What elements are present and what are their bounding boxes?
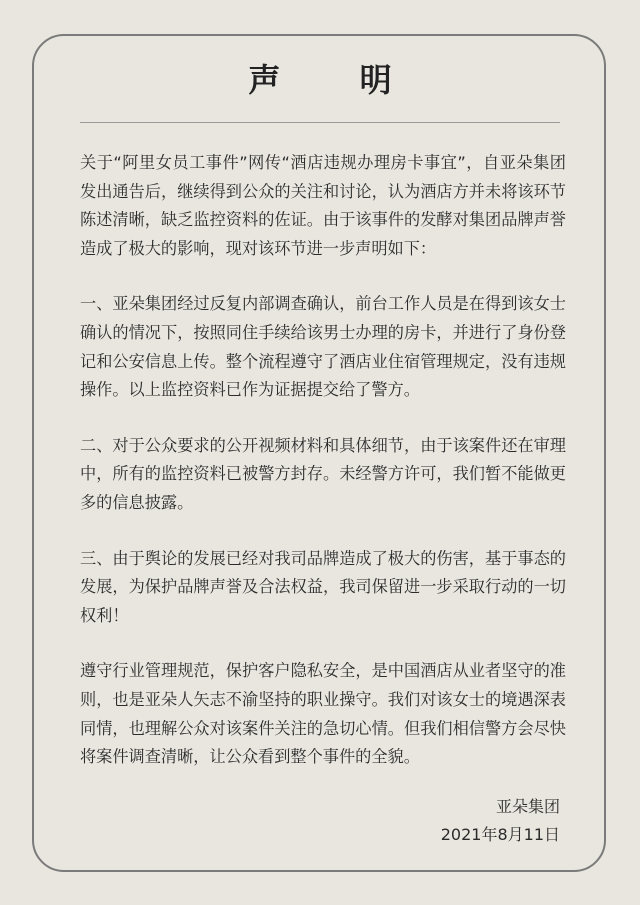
paragraph-intro: 关于“阿里女员工事件”网传“酒店违规办理房卡事宜”，自亚朵集团发出通告后，继续得到公众的关注和讨论，认为酒店方并未将该环节陈述清晰，缺乏监控资料的佐证。由于该事件的发酵对集团品牌声誉造成了极大的影响，现对该环节进一步声明如下： — [80, 153, 566, 258]
statement-body — [80, 149, 566, 772]
title-divider — [80, 122, 560, 123]
signature-date: 2021年8月11日 — [440, 825, 560, 844]
paragraph-point-1: 一、亚朵集团经过反复内部调查确认，前台工作人员是在得到该女士确认的情况下，按照同住手续给该男士办理的房卡，并进行了身份登记和公安信息上传。整个流程遵守了酒店业住宿管理规定，没有违规操作。以上监控资料已作为证据提交给了警方。 — [80, 294, 566, 400]
paragraph-closing: 遵守行业管理规范，保护客户隐私安全，是中国酒店从业者坚守的准则，也是亚朵人矢志不渝坚持的职业操守。我们对该女士的境遇深表同情，也理解公众对该案件关注的急切心情。但我们相信警方会尽快将案件调查清晰，让公众看到整个事件的全貌。 — [80, 661, 566, 767]
signature-org: 亚朵集团 — [495, 797, 560, 816]
statement-title: 声 明 — [248, 61, 426, 99]
signature-block — [441, 793, 560, 849]
paragraph-point-2: 二、对于公众要求的公开视频材料和具体细节，由于该案件还在审理中，所有的监控资料已被警方封存。未经警方许可，我们暂不能做更多的信息披露。 — [80, 435, 566, 512]
paragraph-point-3: 三、由于舆论的发展已经对我司品牌造成了极大的伤害，基于事态的发展，为保护品牌声誉及合法权益，我司保留进一步采取行动的一切权利！ — [80, 548, 566, 625]
